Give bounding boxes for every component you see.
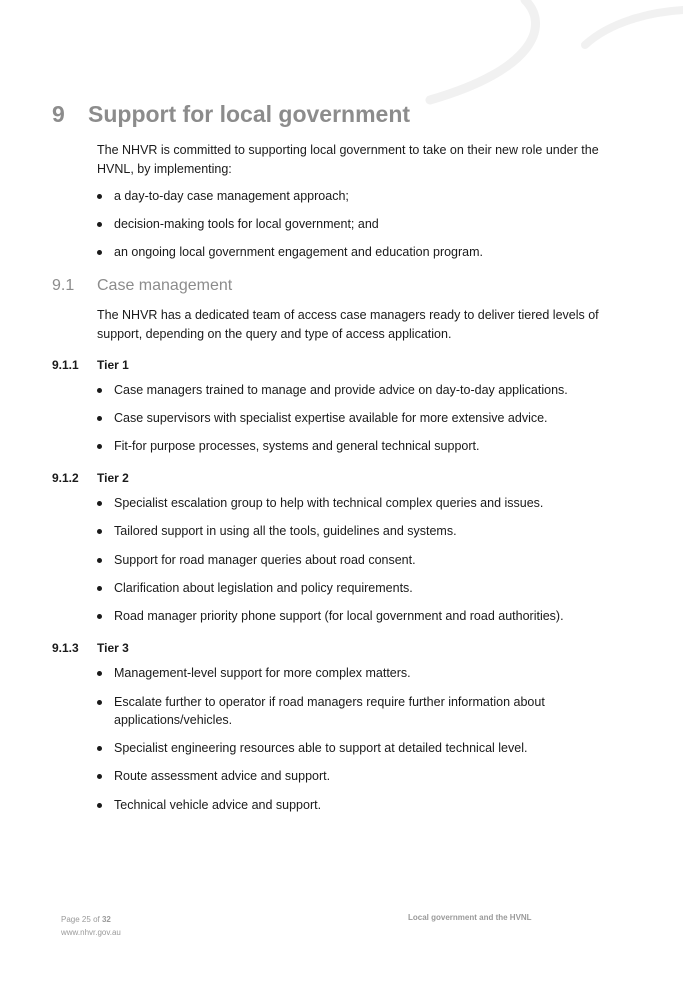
footer-document-title: Local government and the HVNL — [408, 913, 532, 922]
tier-3-number: 9.1.3 — [52, 641, 79, 655]
section-heading — [52, 101, 410, 128]
tier-2-bullet-4: Clarification about legislation and policy requirements. — [97, 579, 619, 597]
subsection-heading — [52, 277, 232, 295]
tier-3-bullet-2: Escalate further to operator if road managers require further information about applications/vehicles. — [97, 693, 619, 729]
tier-3-bullet-4: Route assessment advice and support. — [97, 767, 619, 785]
page-total: 32 — [101, 915, 111, 924]
section-title: Support for local government — [88, 101, 411, 127]
tier-1-bullet-2: Case supervisors with specialist expertise available for more extensive advice. — [97, 409, 619, 427]
tier-2-title: Tier 2 — [97, 471, 129, 485]
page-prefix: Page — [61, 915, 80, 924]
tier-2-bullet-5: Road manager priority phone support (for local government and road authorities). — [97, 607, 619, 625]
tier-1-bullet-1: Case managers trained to manage and provide advice on day-to-day applications. — [97, 381, 619, 399]
page-current: 25 — [81, 915, 91, 924]
intro-bullet-1: a day-to-day case management approach; — [97, 187, 619, 205]
tier-3-title: Tier 3 — [97, 641, 129, 655]
tier-3-bullet-3: Specialist engineering resources able to support at detailed technical level. — [97, 739, 619, 757]
intro-bullet-2: decision-making tools for local government; and — [97, 215, 619, 233]
header-decorative-swoosh — [0, 0, 683, 110]
tier-3-heading — [52, 641, 129, 655]
footer-website: www.nhvr.gov.au — [61, 928, 121, 937]
intro-paragraph: The NHVR is committed to supporting local government to take on their new role under the HVNL, by implementing: — [97, 143, 599, 176]
footer-page-info — [61, 913, 121, 939]
tier-2-bullet-2: Tailored support in using all the tools, guidelines and systems. — [97, 522, 619, 540]
tier-2-number: 9.1.2 — [52, 471, 79, 485]
case-management-paragraph: The NHVR has a dedicated team of access case managers ready to deliver tiered levels of support, depending on the query and type of access application. — [97, 308, 599, 341]
tier-2-bullet-1: Specialist escalation group to help with technical complex queries and issues. — [97, 494, 619, 512]
subsection-title: Case management — [97, 277, 233, 294]
tier-1-heading — [52, 358, 129, 372]
tier-3-bullet-1: Management-level support for more complex matters. — [97, 664, 619, 682]
tier-1-bullet-3: Fit-for purpose processes, systems and general technical support. — [97, 437, 619, 455]
subsection-number: 9.1 — [52, 277, 75, 294]
intro-bullet-3: an ongoing local government engagement and education program. — [97, 243, 619, 261]
tier-2-bullet-3: Support for road manager queries about road consent. — [97, 551, 619, 569]
page-number — [61, 913, 121, 926]
section-number: 9 — [52, 101, 65, 127]
tier-3-bullet-5: Technical vehicle advice and support. — [97, 796, 619, 814]
page-of: of — [93, 915, 100, 924]
tier-1-number: 9.1.1 — [52, 358, 79, 372]
tier-2-heading — [52, 471, 129, 485]
tier-1-title: Tier 1 — [97, 358, 129, 372]
